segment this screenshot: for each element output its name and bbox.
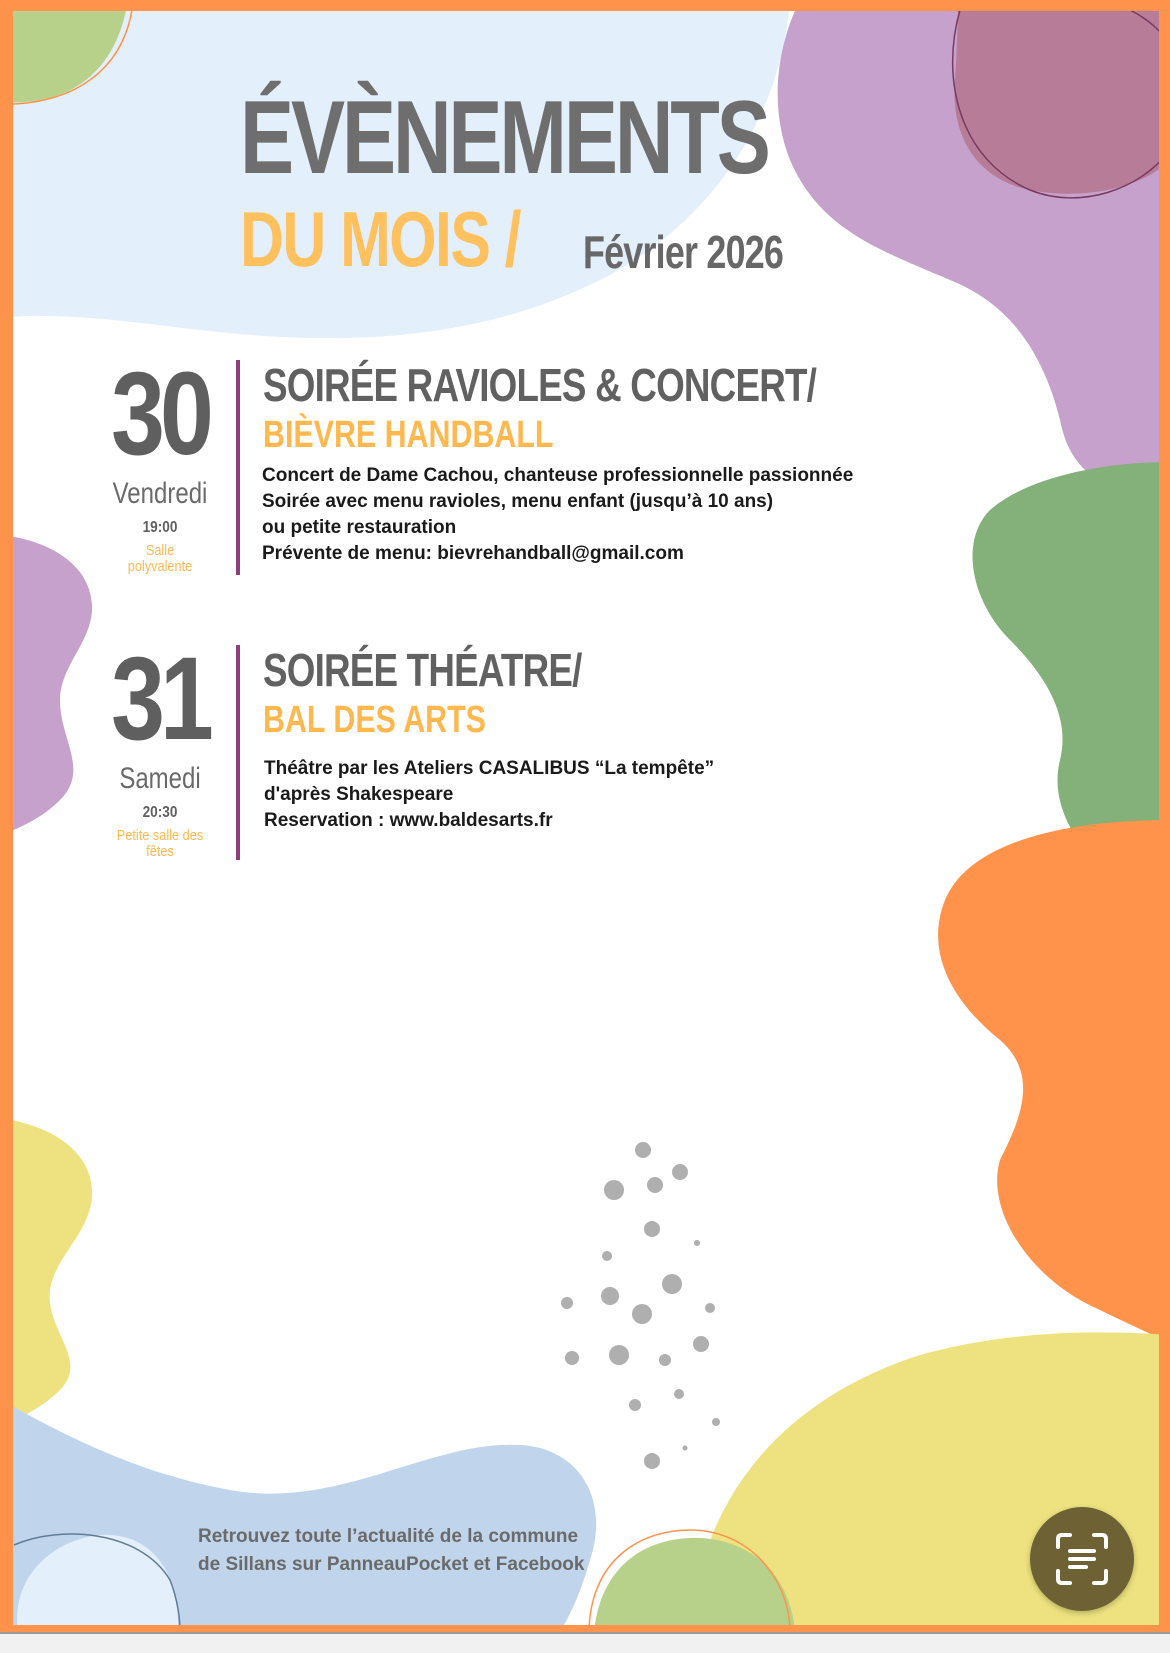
dot (561, 1297, 573, 1309)
event-place-line: polyvalente (127, 558, 193, 575)
bottom-strip (0, 1632, 1170, 1653)
dot (565, 1351, 579, 1365)
event-place (109, 543, 211, 575)
top-right-mauve-circle (954, 0, 1170, 194)
dot (635, 1142, 651, 1158)
page-subtitle: DU MOIS / (240, 195, 521, 283)
dot (694, 1240, 700, 1246)
dot (644, 1453, 660, 1469)
event-description-line: Théâtre par les Ateliers CASALIBUS “La tempête” (264, 758, 715, 779)
event-date (100, 633, 220, 860)
dot (674, 1389, 684, 1399)
event-description-line: d'après Shakespeare (264, 784, 454, 805)
text-scan-icon (1052, 1529, 1112, 1589)
dot (604, 1180, 624, 1200)
dot (602, 1251, 612, 1261)
dot (632, 1304, 652, 1324)
event-title: SOIRÉE THÉATRE/ (263, 644, 582, 696)
dot (672, 1164, 688, 1180)
dot (629, 1399, 641, 1411)
event-day-number: 30 (111, 348, 209, 480)
event-place (109, 828, 211, 860)
event-place-line: Salle (145, 542, 175, 559)
event-date (100, 348, 220, 575)
event-weekday: Samedi (119, 762, 201, 795)
dot (705, 1303, 715, 1313)
event-description-line: ou petite restauration (262, 517, 457, 538)
event-description (264, 756, 714, 834)
footer-text (198, 1523, 584, 1579)
event-subtitle: BAL DES ARTS (263, 699, 486, 741)
dot (647, 1177, 663, 1193)
dot-cluster (561, 1142, 720, 1469)
event-subtitle: BIÈVRE HANDBALL (263, 414, 554, 456)
dot (601, 1287, 619, 1305)
event-weekday: Vendredi (112, 477, 208, 510)
event-time: 19:00 (142, 519, 178, 536)
dot (683, 1446, 688, 1451)
event-divider (236, 645, 240, 860)
event-description-line: Concert de Dame Cachou, chanteuse professionnelle passionnée (262, 465, 854, 486)
dot (644, 1221, 660, 1237)
dot (693, 1336, 709, 1352)
event-description (262, 463, 853, 567)
event-divider (236, 360, 240, 575)
right-orange-blob (938, 820, 1170, 1345)
dot (609, 1345, 629, 1365)
dot (712, 1418, 720, 1426)
event-place-line: Petite salle des (116, 827, 204, 844)
footer-line: de Sillans sur PanneauPocket et Facebook (198, 1554, 585, 1575)
footer-line: Retrouvez toute l’actualité de la commune (198, 1526, 579, 1547)
month-label: Février 2026 (583, 226, 784, 278)
event-description-line: Soirée avec menu ravioles, menu enfant (jusqu’à 10 ans) (262, 491, 774, 512)
event-title: SOIRÉE RAVIOLES & CONCERT/ (263, 359, 817, 411)
event-place-line: fêtes (146, 843, 174, 860)
event-day-number: 31 (111, 633, 209, 765)
left-yellow-blob (0, 1118, 92, 1425)
page-title: ÉVÈNEMENTS (240, 80, 768, 196)
event-description-line: Prévente de menu: bievrehandball@gmail.com (262, 543, 684, 564)
dot (659, 1354, 671, 1366)
event-description-line: Reservation : www.baldesarts.fr (264, 810, 553, 831)
dot (662, 1274, 682, 1294)
event-time: 20:30 (142, 804, 178, 821)
text-scan-button[interactable] (1030, 1507, 1134, 1611)
left-purple-blob (0, 535, 92, 835)
